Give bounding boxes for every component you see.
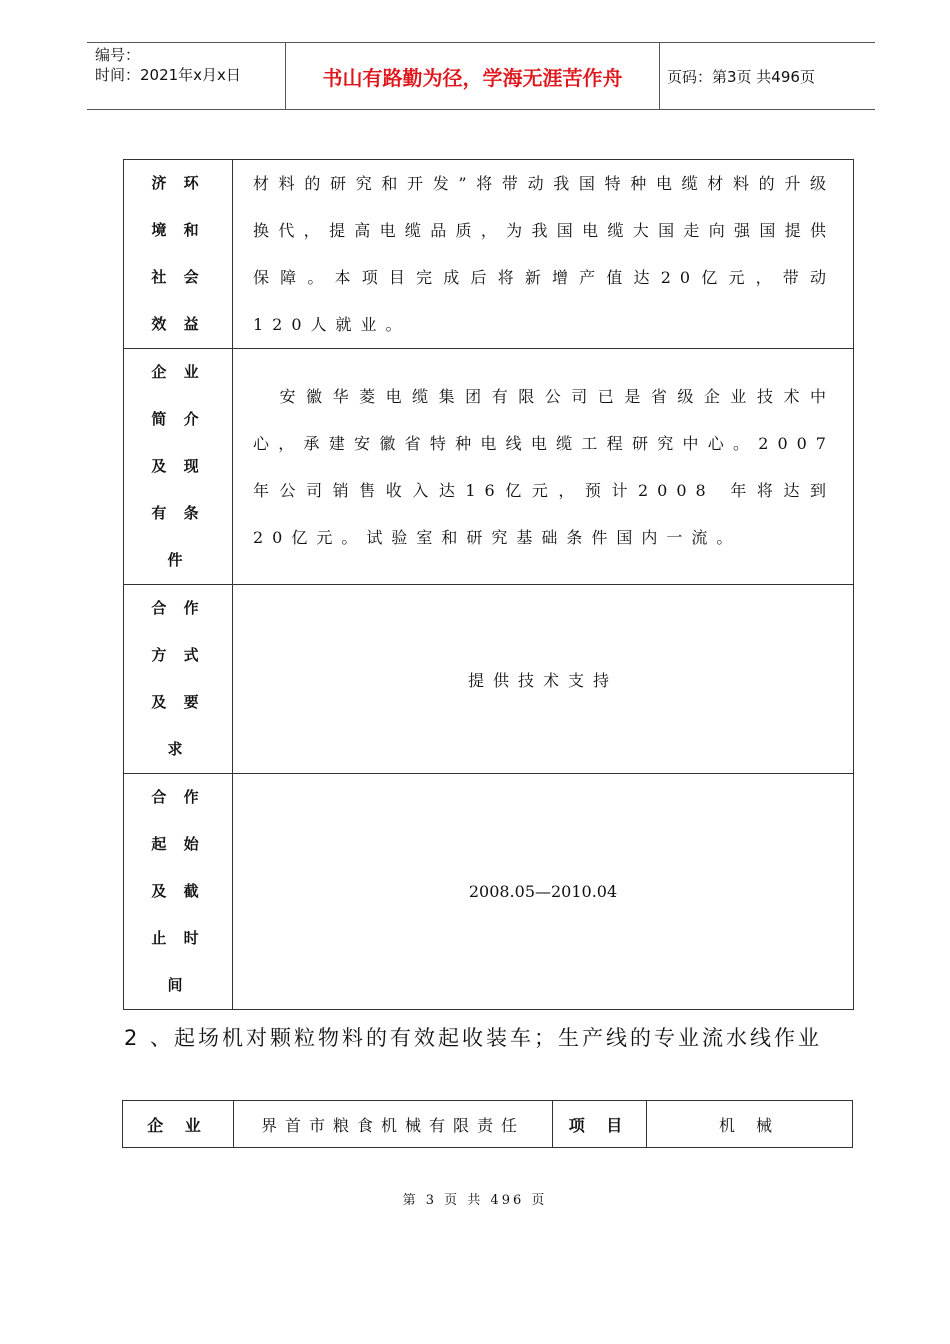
- page-header: [87, 42, 875, 110]
- row-content: 2008.05—2010.04: [233, 774, 854, 1010]
- table-row: [123, 1101, 853, 1148]
- row-label: 合 作 起 始 及 截 止 时 间: [124, 774, 233, 1010]
- row-content: 安徽华菱电缆集团有限公司已是省级企业技术中心，承建安徽省特种电线电缆工程研究中心。2007 年公司销售收入达16亿元，预计2008 年将达到20亿元。试验室和研究基础条件国内一流。: [233, 349, 854, 585]
- row-label: 企 业 简 介 及 现 有 条 件: [124, 349, 233, 585]
- table-row: [124, 774, 854, 1010]
- row-label: 济 环 境 和 社 会 效 益: [124, 160, 233, 349]
- company-label: 企 业: [123, 1101, 234, 1148]
- table-row: [124, 349, 854, 585]
- project-table: [123, 159, 854, 1010]
- header-motto: 书山有路勤为径，学海无涯苦作舟: [322, 65, 623, 90]
- number-label: 编号：: [95, 46, 141, 64]
- row-content: 材料的研究和开发”将带动我国特种电缆材料的升级换代，提高电缆品质，为我国电缆大国走向强国提供保障。本项目完成后将新增产值达20亿元，带动120人就业。: [233, 160, 854, 349]
- header-page-info: 页码：第3页 共496页: [667, 67, 815, 86]
- section-title: 2 、起场机对颗粒物料的有效起收装车；生产线的专业流水线作业: [124, 1026, 823, 1050]
- project-label: 项 目: [553, 1101, 647, 1148]
- company-table: [122, 1100, 853, 1148]
- page-footer: 第 3 页 共 496 页: [402, 1193, 548, 1208]
- header-divider: [659, 43, 660, 109]
- project-value: 机 械: [647, 1101, 853, 1148]
- table-row: [124, 160, 854, 349]
- table-row: [124, 585, 854, 774]
- company-value: 界首市粮食机械有限责任: [234, 1101, 553, 1148]
- row-content: 提供技术支持: [233, 585, 854, 774]
- header-meta: [95, 45, 285, 85]
- time-label: 时间：2021年x月x日: [95, 66, 241, 84]
- row-label: 合 作 方 式 及 要 求: [124, 585, 233, 774]
